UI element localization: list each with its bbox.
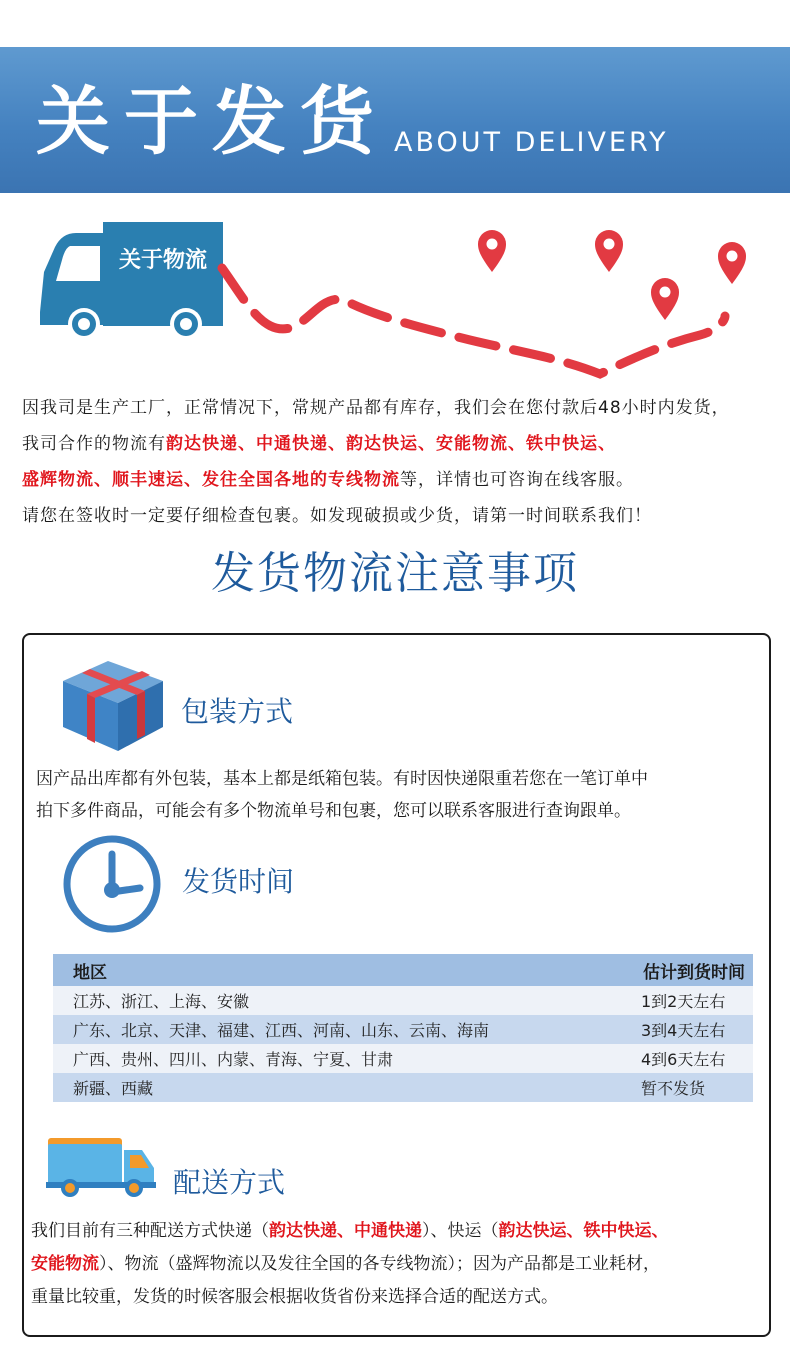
shipping-method-heading: 配送方式 [173,1166,286,1199]
table-row [53,1015,753,1044]
time-cell: 3到4天左右 [641,1015,753,1044]
shipping-method-text: 我们目前有三种配送方式快递（韵达快递、中通快递）、快运（韵达快运、铁中快运、 [31,1221,669,1241]
packaging-text: 因产品出库都有外包装，基本上都是纸箱包装。有时因快递限重若您在一笔订单中 [36,769,648,789]
truck-icon [40,222,223,340]
shipping-method-text: 安能物流）、物流（盛辉物流以及发往全国的各专线物流）；因为产品都是工业耗材， [31,1254,660,1274]
region-cell: 江苏、浙江、上海、安徽 [53,986,641,1015]
table-header-row [53,954,753,986]
location-pin-icon [595,230,623,272]
time-cell: 暂不发货 [641,1073,753,1102]
truck-label: 关于物流 [118,248,207,273]
column-header-region: 地区 [53,954,641,986]
page-subtitle: ABOUT DELIVERY [394,127,669,158]
region-cell: 广东、北京、天津、福建、江西、河南、山东、云南、海南 [53,1015,641,1044]
package-box-icon [60,655,166,755]
intro-line: 盛辉物流、顺丰速运、发往全国各地的专线物流等，详情也可咨询在线客服。 [22,470,634,490]
intro-line: 我司合作的物流有韵达快递、中通快递、韵达快运、安能物流、铁中快运、 [22,434,616,454]
packaging-heading: 包装方式 [181,695,294,728]
table-row [53,1044,753,1073]
delivery-time-table [53,954,753,1102]
clock-icon [60,832,164,936]
packaging-text: 拍下多件商品，可能会有多个物流单号和包裹，您可以联系客服进行查询跟单。 [36,801,631,821]
delivery-truck-icon [46,1136,156,1200]
table-row [53,1073,753,1102]
region-cell: 新疆、西藏 [53,1073,641,1102]
table-row [53,986,753,1015]
time-cell: 1到2天左右 [641,986,753,1015]
location-pin-icon [718,242,746,284]
region-cell: 广西、贵州、四川、内蒙、青海、宁夏、甘肃 [53,1044,641,1073]
intro-line: 请您在签收时一定要仔细检查包裹。如发现破损或少货，请第一时间联系我们！ [22,506,652,526]
intro-line: 因我司是生产工厂，正常情况下，常规产品都有库存，我们会在您付款后48小时内发货， [22,398,730,418]
location-pin-icon [651,278,679,320]
intro-text [22,390,777,534]
shipping-method-text: 重量比较重，发货的时候客服会根据收货省份来选择合适的配送方式。 [31,1287,558,1307]
page-title: 关于发货 [36,79,388,165]
column-header-time: 估计到货时间 [641,954,753,986]
time-cell: 4到6天左右 [641,1044,753,1073]
location-pin-icon [478,230,506,272]
logistics-illustration [0,200,790,390]
notice-title: 发货物流注意事项 [211,548,579,599]
delivery-time-heading: 发货时间 [182,865,295,898]
